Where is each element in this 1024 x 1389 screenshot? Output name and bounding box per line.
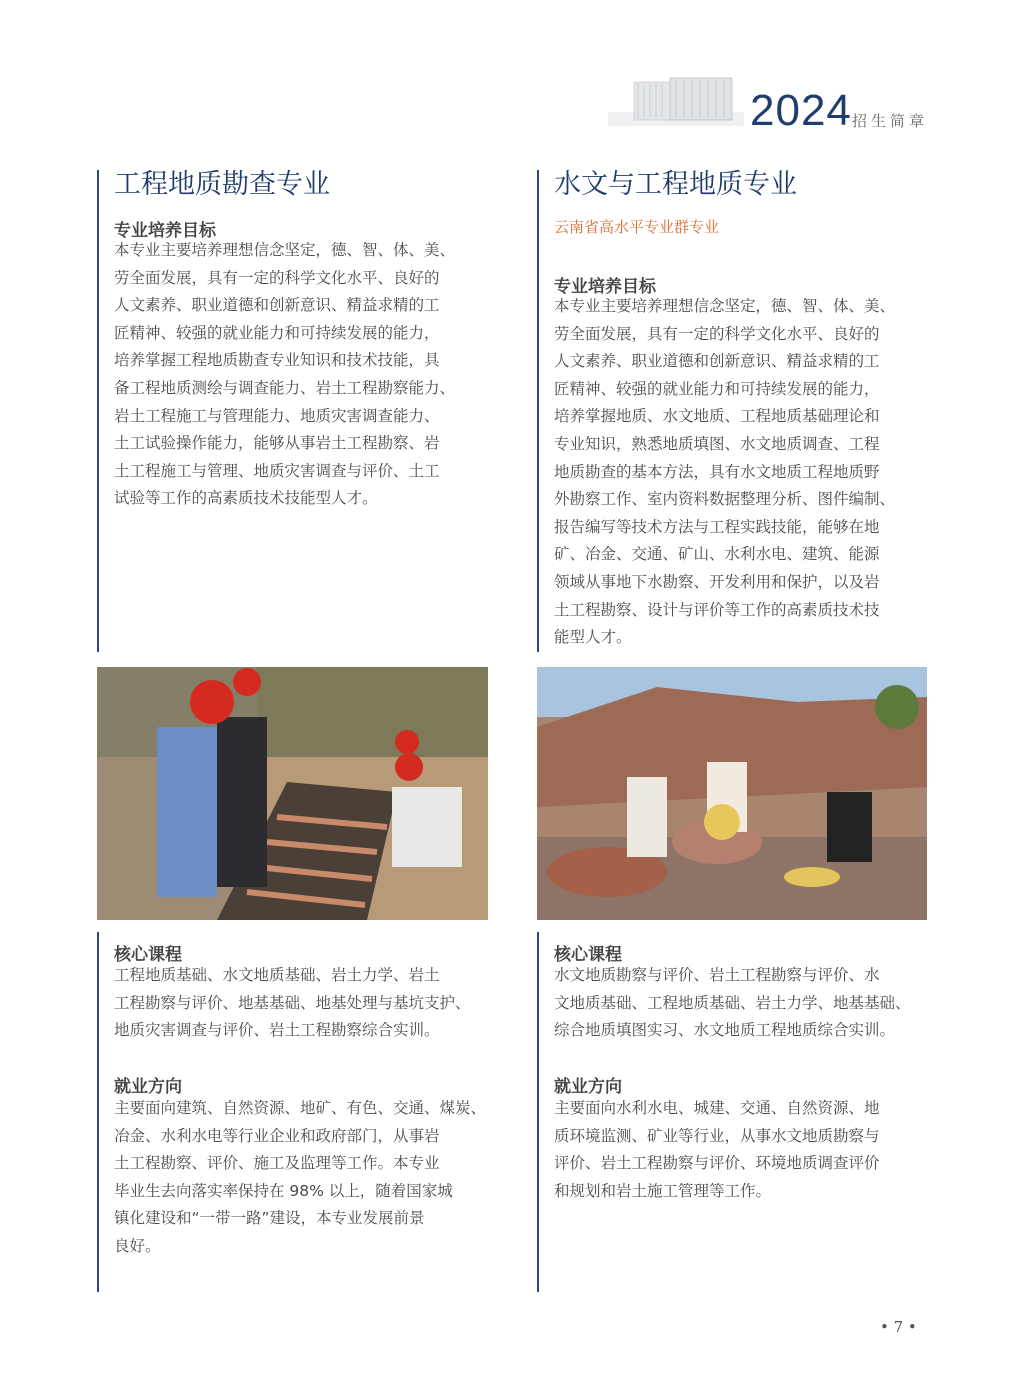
- text-line: 试验等工作的高素质技术技能型人才。: [114, 489, 378, 508]
- text-line: 备工程地质测绘与调查能力、岩土工程勘察能力、: [114, 378, 456, 397]
- right-job-text: [554, 1095, 880, 1205]
- text-line: 报告编写等技术方法与工程实践技能，能够在地: [554, 517, 880, 536]
- photo-field-survey: [537, 667, 927, 920]
- text-line: 匠精神、较强的就业能力和可持续发展的能力，: [554, 379, 880, 398]
- text-line: 质环境监测、矿业等行业，从事水文地质勘察与: [554, 1126, 880, 1145]
- photo-core-inspection: [97, 667, 488, 920]
- header-year: 2024: [750, 86, 852, 135]
- text-line: 培养掌握工程地质勘查专业知识和技术技能，具: [114, 351, 440, 370]
- text-line: 岩土工程施工与管理能力、地质灾害调查能力、: [114, 406, 440, 425]
- text-line: 外勘察工作、室内资料数据整理分析、图件编制、: [554, 490, 896, 509]
- text-line: 工程勘察与评价、地基基础、地基处理与基坑支护、: [114, 993, 471, 1012]
- text-line: 综合地质填图实习、水文地质工程地质综合实训。: [554, 1021, 896, 1040]
- left-major-title: 工程地质勘查专业: [114, 169, 330, 200]
- left-job-text: [114, 1095, 486, 1261]
- page-number: • 7 •: [880, 1318, 917, 1336]
- text-line: 领域从事地下水勘察、开发利用和保护，以及岩: [554, 572, 880, 591]
- text-line: 矿、冶金、交通、矿山、水利水电、建筑、能源: [554, 545, 880, 564]
- right-major-tag: 云南省高水平专业群专业: [554, 218, 720, 236]
- left-goal-heading: 专业培养目标: [114, 221, 216, 241]
- left-course-heading: 核心课程: [114, 945, 182, 965]
- text-line: 人文素养、职业道德和创新意识、精益求精的工: [554, 352, 880, 371]
- right-goal-heading: 专业培养目标: [554, 277, 656, 297]
- left-lower-rule: [97, 932, 99, 1292]
- text-line: 主要面向水利水电、城建、交通、自然资源、地: [554, 1099, 880, 1117]
- text-line: 主要面向建筑、自然资源、地矿、有色、交通、煤炭、: [114, 1099, 487, 1117]
- right-lower-rule: [537, 932, 539, 1292]
- left-column-rule: [97, 170, 99, 652]
- text-line: 土工程勘察、评价、施工及监理等工作。本专业: [114, 1154, 440, 1173]
- text-line: 专业知识，熟悉地质填图、水文地质调查、工程: [554, 434, 880, 453]
- text-line: 地质勘查的基本方法，具有水文地质工程地质野: [554, 462, 880, 481]
- text-line: 能型人才。: [554, 628, 632, 647]
- text-line: 和规划和岩土施工管理等工作。: [554, 1181, 772, 1200]
- text-line: 劳全面发展，具有一定的科学文化水平、良好的: [114, 268, 440, 287]
- right-column-rule: [537, 170, 539, 652]
- text-line: 文地质基础、工程地质基础、岩土力学、地基基础、: [554, 993, 911, 1012]
- text-line: 土工试验操作能力，能够从事岩土工程勘察、岩: [114, 434, 440, 453]
- text-line: 良好。: [114, 1236, 161, 1255]
- right-course-heading: 核心课程: [554, 945, 622, 965]
- left-goal-text: [114, 237, 455, 513]
- text-line: 劳全面发展，具有一定的科学文化水平、良好的: [554, 324, 880, 343]
- text-line: 本专业主要培养理想信念坚定，德、智、体、美、: [554, 297, 896, 315]
- text-line: 匠精神、较强的就业能力和可持续发展的能力，: [114, 323, 440, 342]
- text-line: 冶金、水利水电等行业企业和政府部门，从事岩: [114, 1126, 440, 1145]
- left-job-heading: 就业方向: [114, 1077, 182, 1097]
- text-line: 培养掌握地质、水文地质、工程地质基础理论和: [554, 407, 880, 426]
- right-course-text: [554, 962, 911, 1045]
- left-course-text: [114, 962, 471, 1045]
- text-line: 地质灾害调查与评价、岩土工程勘察综合实训。: [114, 1021, 440, 1040]
- text-line: 本专业主要培养理想信念坚定，德、智、体、美、: [114, 241, 456, 259]
- header-subtitle: 招生简章: [852, 112, 929, 130]
- text-line: 土工程施工与管理、地质灾害调查与评价、土工: [114, 461, 440, 480]
- text-line: 毕业生去向落实率保持在 98% 以上，随着国家城: [114, 1181, 453, 1200]
- text-line: 人文素养、职业道德和创新意识、精益求精的工: [114, 296, 440, 315]
- text-line: 镇化建设和“一带一路”建设，本专业发展前景: [114, 1209, 425, 1228]
- text-line: 土工程勘察、设计与评价等工作的高素质技术技: [554, 600, 880, 619]
- right-major-title: 水文与工程地质专业: [554, 169, 797, 200]
- right-goal-text: [554, 293, 895, 652]
- right-job-heading: 就业方向: [554, 1077, 622, 1097]
- text-line: 评价、岩土工程勘察与评价、环境地质调查评价: [554, 1154, 880, 1173]
- text-line: 水文地质勘察与评价、岩土工程勘察与评价、水: [554, 966, 880, 984]
- campus-building-illustration: [608, 74, 744, 126]
- text-line: 工程地质基础、水文地质基础、岩土力学、岩土: [114, 966, 440, 984]
